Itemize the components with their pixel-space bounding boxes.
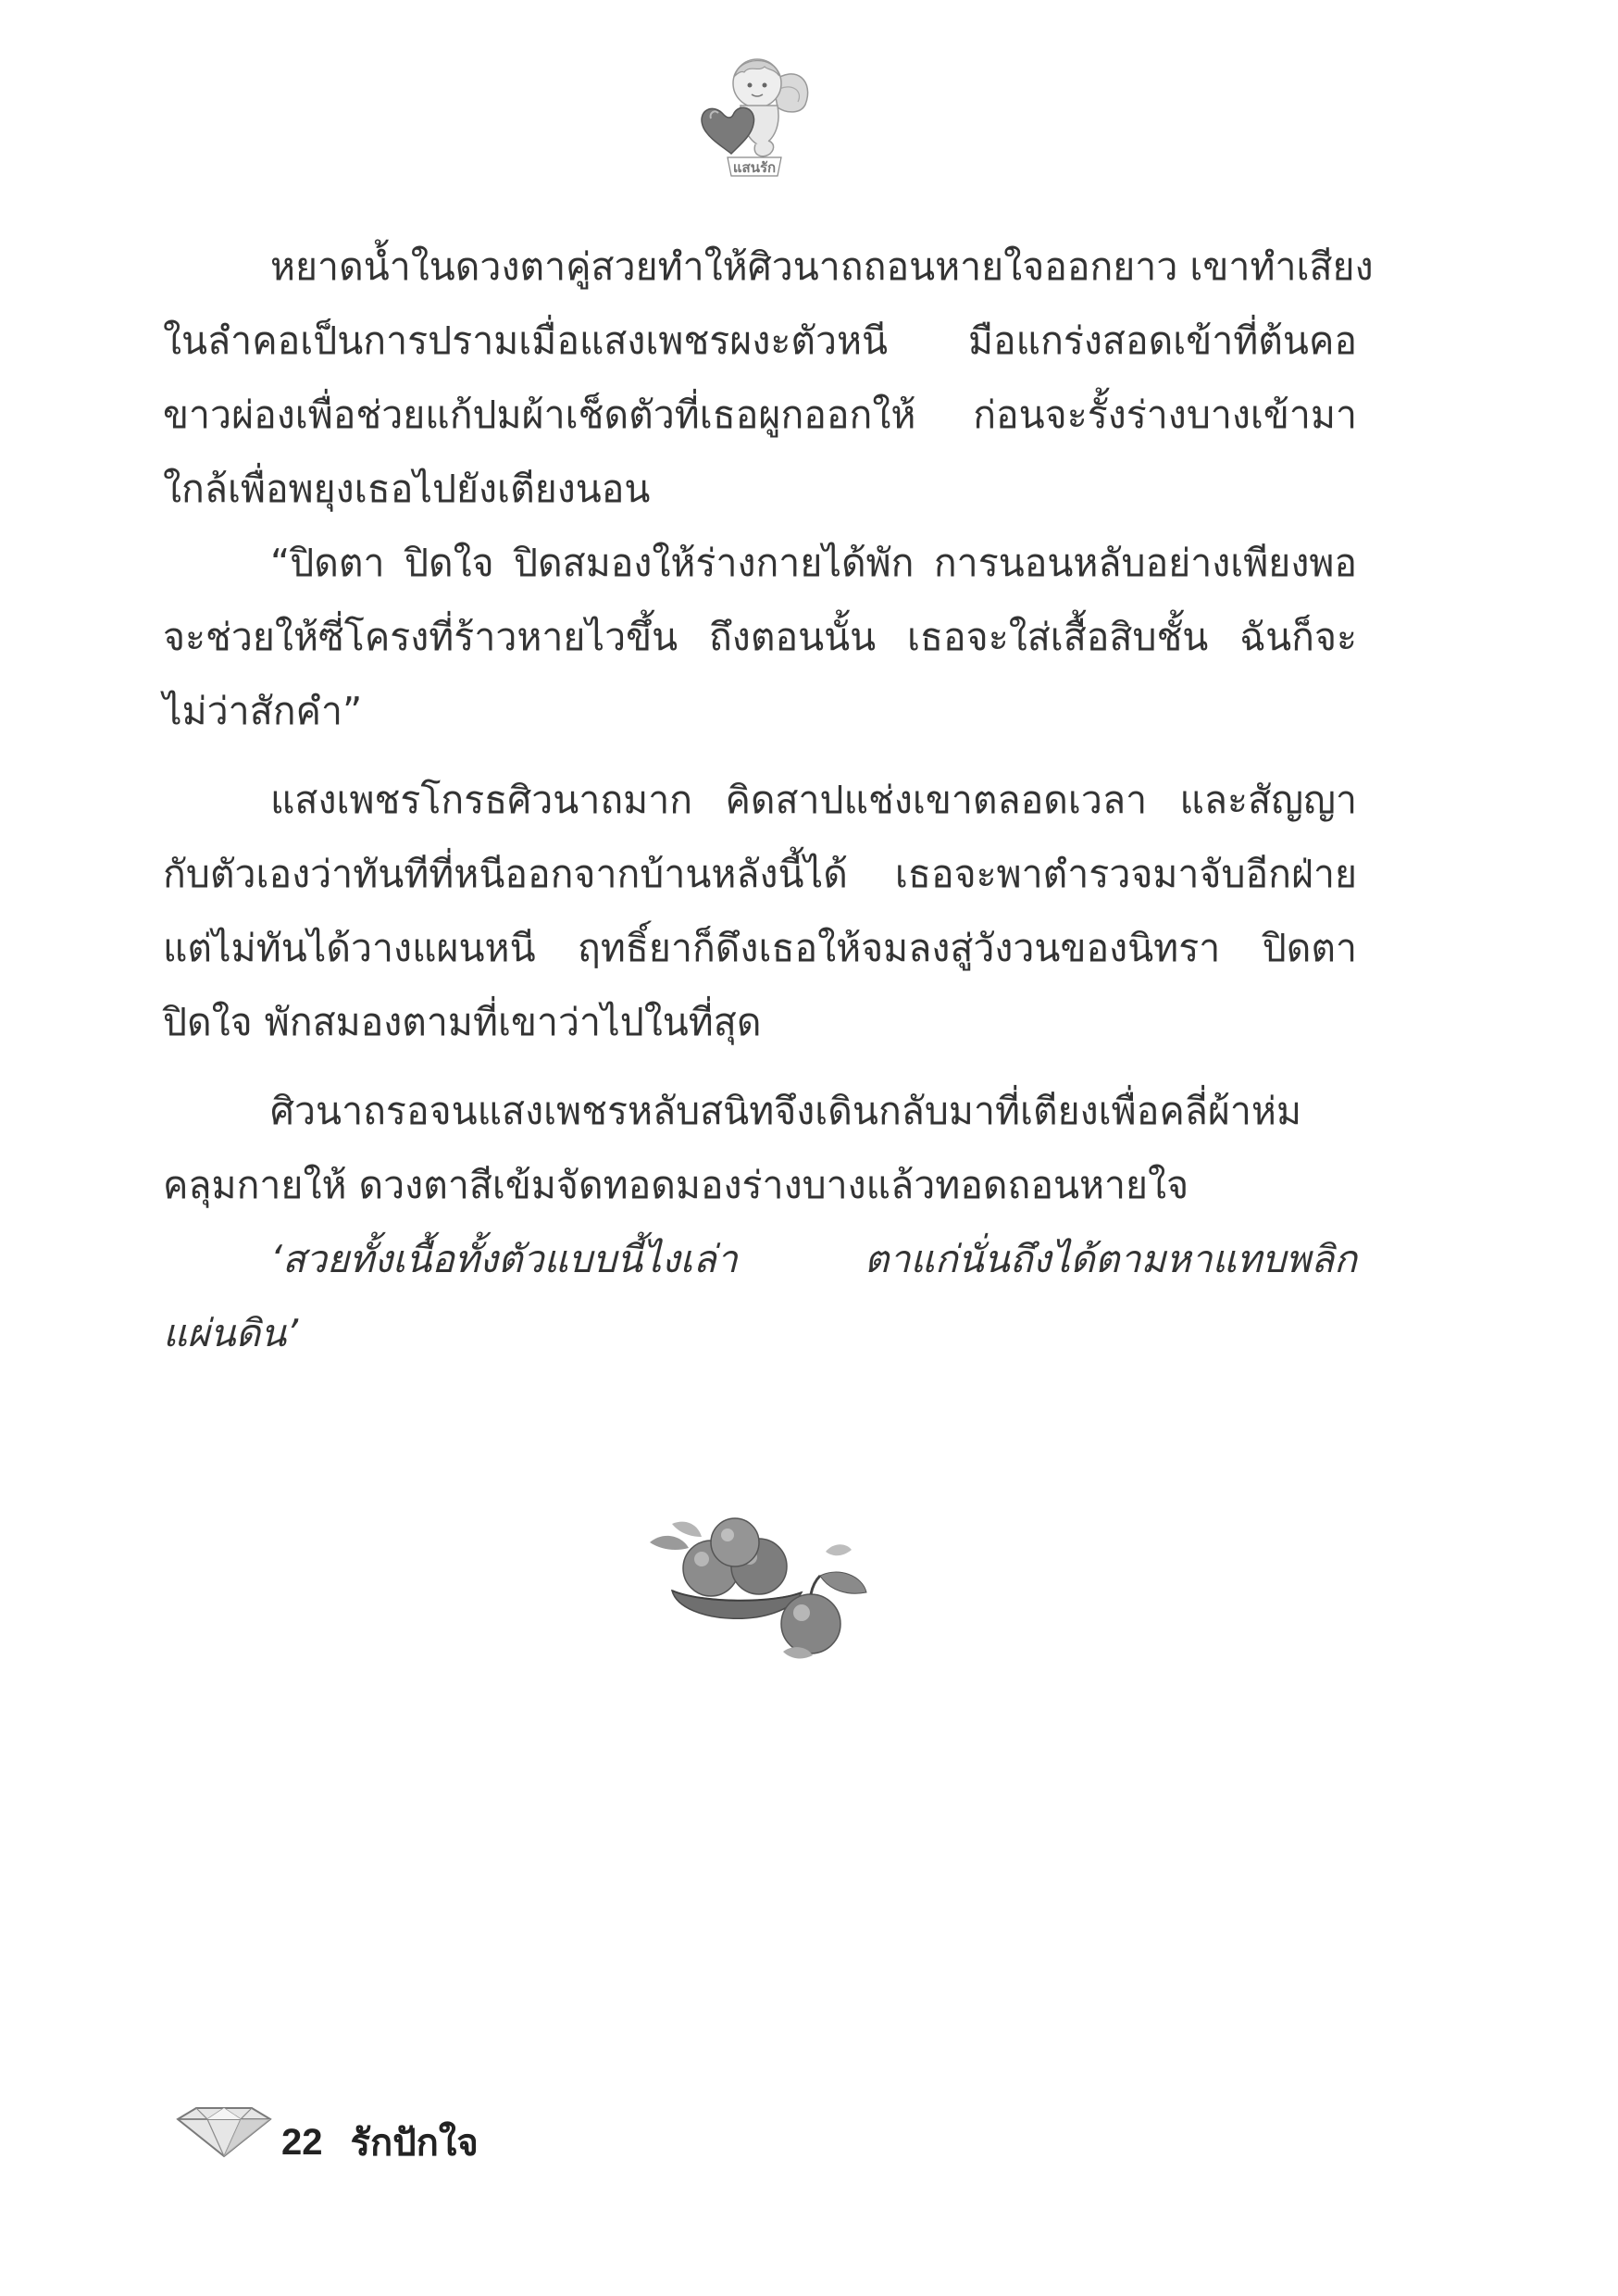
text-line: ปิดใจ พักสมองตามที่เขาว่าไปในที่สุด [163,1000,762,1044]
publisher-logo-text: แสนรัก [732,159,777,176]
book-title: รักปักใจ [350,2122,479,2165]
text-line: จะช่วยให้ซี่โครงที่ร้าวหายไวขึ้น ถึงตอนนั้น เธอจะใส่เสื้อสิบชั้น ฉันก็จะ [163,615,1357,659]
diamond-icon [174,2104,274,2160]
text-line: คลุมกายให้ ดวงตาสีเข้มจัดทอดมองร่างบางแล้วทอดถอนหายใจ [163,1163,1189,1207]
paragraph-2 [163,526,1357,748]
text-line: ขาวผ่องเพื่อช่วยแก้ปมผ้าเช็ดตัวที่เธอผูกออกให้ ก่อนจะรั้งร่างบางเข้ามา [163,393,1357,437]
paragraph-3 [163,763,1357,1059]
text-line: กับตัวเองว่าทันทีที่หนีออกจากบ้านหลังนี้ได้ เธอจะพาตำรวจมาจับอีกฝ่าย [163,852,1357,896]
text-line: ไม่ว่าสักคำ” [163,689,363,733]
text-line: ใกล้เพื่อพยุงเธอไปยังเตียงนอน [163,467,651,511]
paragraph-5-thought [163,1222,1357,1370]
text-line: หยาดน้ำในดวงตาคู่สวยทำให้ศิวนาถถอนหายใจออกยาว เขาทำเสียง [270,244,1374,289]
text-line: ‘สวยทั้งเนื้อทั้งตัวแบบนี้ไงเล่า ตาแก่นั่นถึงได้ตามหาแทบพลิก [270,1237,1357,1281]
text-line: แต่ไม่ทันได้วางแผนหนี ฤทธิ์ยาก็ดึงเธอให้จมลงสู่วังวนของนิทรา ปิดตา [163,926,1357,970]
text-line: แผ่นดิน’ [163,1311,299,1355]
page-number: 22 [281,2121,323,2163]
text-line: แสงเพชรโกรธศิวนาถมาก คิดสาปแช่งเขาตลอดเวลา และสัญญา [270,778,1357,822]
fruit-bowl-ornament [644,1515,876,1670]
text-line: “ปิดตา ปิดใจ ปิดสมองให้ร่างกายได้พัก การนอนหลับอย่างเพียงพอ [270,541,1357,585]
paragraph-1 [163,230,1374,526]
text-line: ในลำคอเป็นการปรามเมื่อแสงเพชรผงะตัวหนี มือแกร่งสอดเข้าที่ต้นคอ [163,318,1357,363]
page-footer [174,2100,479,2165]
story-text [163,230,1374,1370]
publisher-logo [685,44,824,183]
paragraph-4 [163,1074,1357,1222]
text-line: ศิวนาถรอจนแสงเพชรหลับสนิทจึงเดินกลับมาที่เตียงเพื่อคลี่ผ้าห่ม [270,1089,1301,1133]
